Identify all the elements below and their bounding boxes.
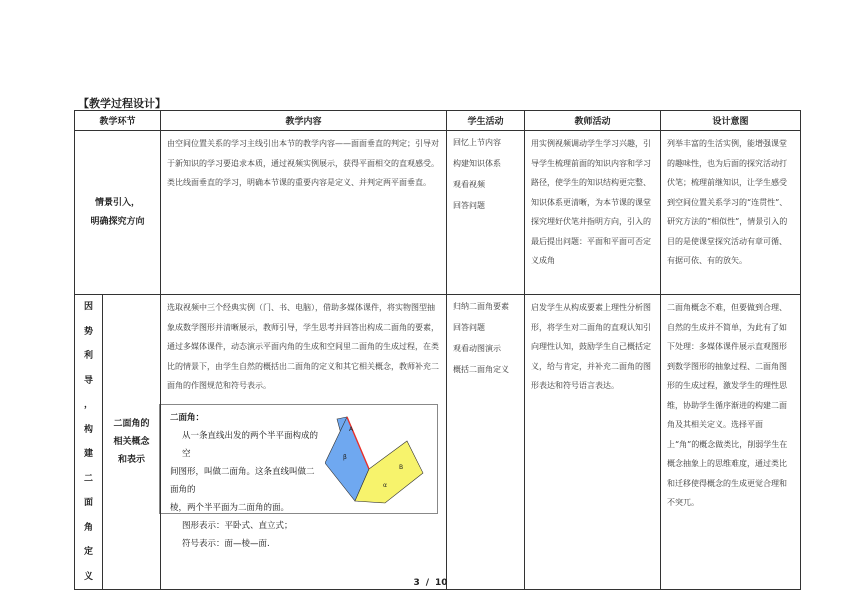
stage-char: 势 (83, 326, 93, 337)
definition-title: 二面角： (170, 412, 205, 423)
lesson-design-table (74, 110, 801, 590)
header-intent: 设计意图 (661, 111, 801, 131)
student-activity: 观看动图演示 (453, 344, 502, 353)
section-title: 【教学过程设计】 (78, 97, 166, 110)
student-activity: 观看视频 (453, 180, 486, 189)
header-stage: 教学环节 (75, 111, 161, 131)
stage-line: 情景引入， (95, 197, 141, 208)
intent-text: 列举丰富的生活实例，能增强课堂的趣味性，也为后面的探究活动打伏笔；梳理前继知识，让学生感受到空间位置关系学习的“连贯性”、研究方法的“相似性”，情景引入的目的是使课堂探究活动有章可循、有据可依、有的放矢。 (667, 139, 788, 265)
sub-stage-line: 和表示 (118, 455, 146, 465)
student-activity: 概括二面角定义 (453, 365, 510, 374)
stage-char: 角 (83, 522, 93, 533)
stage-char: 导 (83, 375, 93, 386)
stage-char: 义 (83, 571, 93, 582)
label-lower-plane: α (383, 481, 387, 489)
student-activity: 回答问题 (453, 201, 486, 210)
current-page: 3 (413, 578, 420, 588)
stage-char: 利 (83, 351, 93, 361)
header-student: 学生活动 (447, 111, 525, 131)
student-activity: 回答问题 (453, 323, 486, 332)
teacher-cell (525, 295, 661, 590)
student-cell (447, 131, 525, 295)
sub-stage-cell (103, 295, 161, 590)
total-pages: 10 (435, 578, 448, 588)
stage-char: 建 (83, 449, 93, 459)
content-text: 由空间位置关系的学习主线引出本节的教学内容——面面垂直的判定；引导对于新知识的学习要追求本质，通过视频实例展示，获得平面相交的直观感受。类比线面垂直的学习，明确本节课的重要内容是定义、并判定两平面垂直。 (167, 139, 440, 187)
label-edge-bottom: B (399, 463, 404, 471)
stage-cell (75, 131, 161, 295)
stage-char: 因 (83, 302, 93, 312)
label-upper-plane: β (343, 453, 347, 461)
dihedral-angle-figure (325, 405, 437, 513)
stage-line: 明确探究方向 (90, 216, 145, 227)
student-activity: 回忆上节内容 (453, 138, 502, 147)
content-cell (161, 131, 447, 295)
header-content: 教学内容 (161, 111, 447, 131)
student-activity: 归纳二面角要素 (453, 302, 510, 311)
definition-line: 棱，两个半平面为二面角的面。 (170, 502, 290, 513)
figure-notation-line: 图形表示：平卧式、直立式； (182, 520, 293, 531)
definition-line: 从一条直线出发的两个半平面构成的空 (182, 430, 319, 459)
stage-char: 面 (83, 498, 93, 508)
definition-box (159, 404, 438, 549)
content-text: 选取视频中三个经典实例（门、书、电脑），借助多媒体课件，将实物图型抽象成数学图形并清晰展示，教师引导，学生思考并回答出构成二面角的要素，通过多媒体课件，动态演示平面内角的生成和空间里二面角的生成过程，在类比的情景下，由学生自然的概括出二面角的定义和其它相关概念，教师补充二面角的作图规范和符号表示。 (167, 303, 440, 390)
intent-text: 二面角概念不难，但要做到合理、自然的生成并不简单，为此有了如下处理：多媒体课件展示直观图形到数学图形的抽象过程、二面角图形的生成过程，激发学生的理性思维，协助学生循序渐进的构建二面角及其相关定义。选择平面上“角”的概念做类比，削弱学生在概念抽象上的思维难度，通过类比和迁移使得概念的生成更觉合理和不突兀。 (667, 303, 788, 507)
student-cell (447, 295, 525, 590)
teacher-cell (525, 131, 661, 295)
intent-cell (661, 295, 801, 590)
stage-vertical-cell (75, 295, 103, 590)
teacher-text: 用实例视频调动学生学习兴趣，引导学生梳理前面的知识内容和学习路径，使学生的知识结构更完整、知识体系更清晰，为本节课的课堂探究埋好伏笔并指明方向，引入的最后提出问题：平面和平面可否定义成角 (531, 139, 652, 265)
stage-char: 定 (83, 547, 93, 557)
table-row (75, 295, 801, 590)
sub-stage-line: 二面角的 (113, 419, 150, 429)
sub-stage-line: 相关概念 (113, 437, 150, 447)
symbol-notation-line: 符号表示：面—棱—面. (182, 538, 270, 549)
stage-char: 二 (83, 473, 93, 484)
label-edge-top: A (349, 425, 354, 433)
teacher-text: 启发学生从构成要素上理性分析图形，将学生对二面角的直观认知引向理性认知，鼓励学生自己概括定义，给与肯定，并补充二面角的图形表达和符号语言表达。 (531, 303, 652, 390)
stage-char: 构 (83, 424, 93, 435)
header-teacher: 教师活动 (525, 111, 661, 131)
definition-line: 间图形，叫做二面角。这条直线叫做二面角的 (170, 466, 315, 495)
stage-char: ， (83, 400, 93, 410)
header-row (75, 111, 801, 131)
page-separator: / (425, 578, 430, 588)
content-cell (161, 295, 447, 590)
dihedral-angle-diagram (325, 411, 429, 507)
intent-cell (661, 131, 801, 295)
table-row (75, 131, 801, 295)
page-number (0, 578, 861, 588)
student-activity: 构建知识体系 (453, 159, 502, 168)
